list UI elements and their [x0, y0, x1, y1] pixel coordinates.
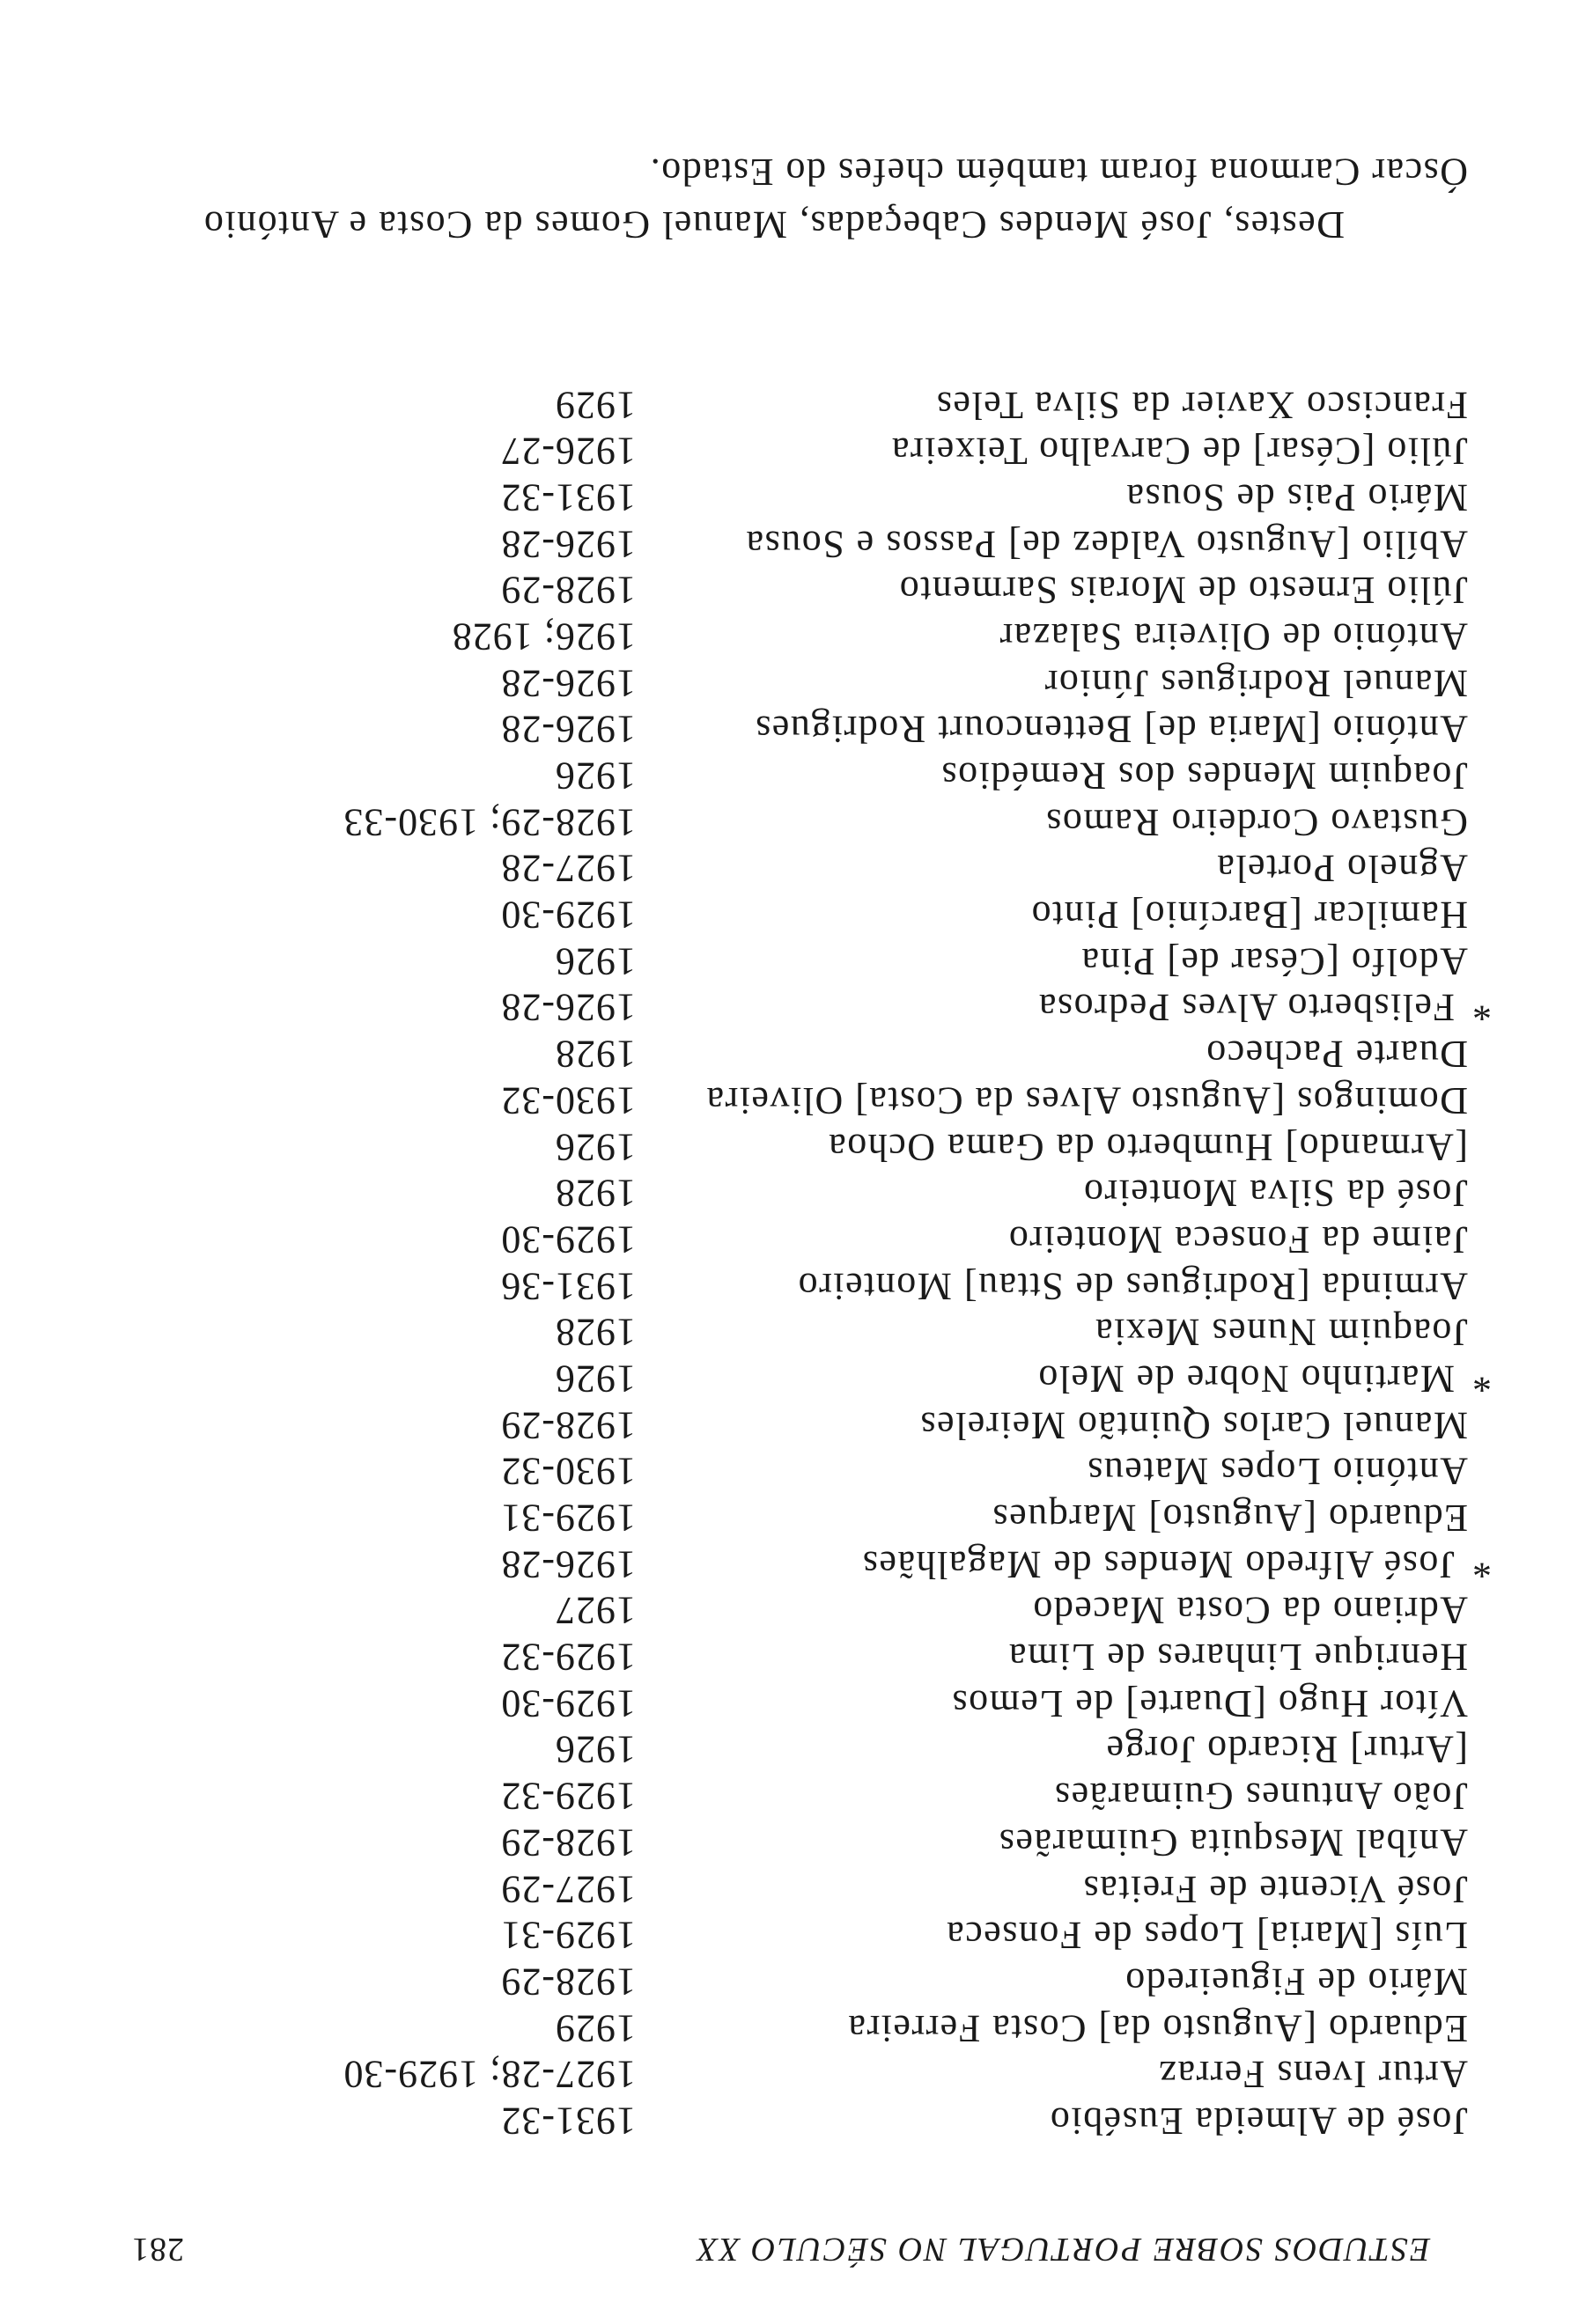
list-item: [0, 1355, 1578, 1401]
list-item: [0, 1541, 1578, 1587]
note-line-2: Óscar Carmona foram também chefes do Estado.: [649, 151, 1468, 194]
ministers-list: [0, 381, 1578, 2144]
minister-name: Mário de Figueiredo: [1124, 1960, 1468, 2004]
term-years: 1926-27: [500, 430, 636, 474]
term-years: 1929: [555, 383, 636, 427]
minister-name: Gustavo Cordeiro Ramos: [1044, 800, 1468, 844]
term-years: 1928: [555, 1311, 636, 1355]
minister-name: José Vicente de Freitas: [1082, 1867, 1468, 1911]
list-item: [0, 428, 1578, 474]
minister-name: Francisco Xavier da Silva Teles: [935, 383, 1468, 427]
list-item: [0, 1726, 1578, 1773]
list-item: [0, 520, 1578, 567]
minister-name: Hamilcar [Barcínio] Pinto: [1030, 894, 1468, 938]
minister-name: Jaime da Fonseca Monteiro: [1007, 1217, 1468, 1261]
minister-name: Abílio [Augusto Valdez de] Passos e Sousa: [745, 522, 1468, 566]
list-item: [0, 613, 1578, 659]
term-years: 1927-28: [500, 847, 636, 891]
list-item: [0, 2004, 1578, 2051]
list-item: [0, 1494, 1578, 1541]
list-item: [0, 1958, 1578, 2004]
minister-name: Vítor Hugo [Duarte] de Lemos: [951, 1681, 1468, 1725]
minister-name: Arminda [Rodrigues de Sttau] Monteiro: [797, 1264, 1468, 1308]
minister-name: Júlio Ernesto de Morais Sarmento: [898, 569, 1468, 613]
minister-name: Joaquim Nunes Mexia: [1094, 1311, 1468, 1355]
term-years: 1928-29; 1930-33: [343, 800, 636, 844]
list-item: [0, 474, 1578, 520]
list-item: [0, 1123, 1578, 1170]
term-years: 1929-30: [500, 1217, 636, 1261]
minister-name: Eduardo [Augusto da] Costa Ferreira: [847, 2006, 1468, 2050]
list-item: [0, 1680, 1578, 1726]
term-years: 1926: [555, 939, 636, 983]
minister-name: Domingos [Augusto Alves da Costa] Oliveira: [705, 1078, 1468, 1122]
term-years: 1928-29: [500, 569, 636, 613]
list-item: [0, 938, 1578, 984]
term-years: 1929-31: [500, 1914, 636, 1958]
minister-name: Agnelo Portela: [1215, 847, 1468, 891]
term-years: 1926: [555, 1728, 636, 1772]
list-item: [0, 1865, 1578, 1912]
minister-name: José de Almeida Eusébio: [1049, 2100, 1468, 2143]
minister-name: Adriano da Costa Macedo: [1031, 1589, 1468, 1633]
list-item: [0, 1216, 1578, 1262]
minister-name: Felisberto Alves Pedrosa: [1037, 986, 1455, 1030]
list-item: [0, 984, 1578, 1031]
list-item: [0, 1633, 1578, 1680]
minister-name: Duarte Pacheco: [1205, 1033, 1468, 1077]
minister-name: Mário Pais de Sousa: [1125, 475, 1468, 519]
minister-name: Eduardo [Augusto] Marques: [992, 1497, 1468, 1541]
minister-name: Adolfo [César de] Pina: [1080, 939, 1468, 983]
term-years: 1929-31: [500, 1497, 636, 1541]
term-years: 1926: [555, 754, 636, 798]
asterisk-marker: *: [1472, 986, 1492, 1030]
term-years: 1927-28; 1929-30: [343, 2053, 636, 2097]
term-years: 1926-28: [500, 1542, 636, 1586]
minister-name: [Artur] Ricardo Jorge: [1105, 1728, 1468, 1772]
asterisk-marker: *: [1472, 1542, 1492, 1586]
minister-name: Manuel Rodrigues Júnior: [1043, 661, 1468, 705]
minister-name: Aníbal Mesquita Guimarães: [998, 1820, 1468, 1864]
asterisk-marker: *: [1472, 1357, 1492, 1401]
list-item: [0, 798, 1578, 845]
minister-name: Júlio [César] de Carvalho Teixeira: [890, 430, 1468, 474]
list-item: [0, 891, 1578, 938]
list-item: [0, 752, 1578, 798]
list-item: [0, 1309, 1578, 1356]
term-years: 1931-36: [500, 1264, 636, 1308]
list-item: [0, 1773, 1578, 1820]
term-years: 1929-32: [500, 1775, 636, 1819]
list-item: [0, 1031, 1578, 1077]
term-years: 1929-30: [500, 894, 636, 938]
minister-name: Manuel Carlos Quintão Meireles: [919, 1403, 1468, 1447]
list-item: [0, 1401, 1578, 1448]
minister-name: Luís [Maria] Lopes de Fonseca: [945, 1914, 1468, 1958]
page-number: 281: [131, 2231, 184, 2268]
term-years: 1929-32: [500, 1636, 636, 1680]
running-header: [131, 2216, 1430, 2269]
term-years: 1926: [555, 1357, 636, 1401]
term-years: 1926; 1928: [451, 615, 636, 658]
minister-name: José Alfredo Mendes de Magalhães: [861, 1542, 1455, 1586]
term-years: 1930-32: [500, 1078, 636, 1122]
minister-name: João Antunes Guimarães: [1053, 1775, 1468, 1819]
note-line-1: Destes, José Mendes Cabeçadas, Manuel Gomes da Costa e António: [203, 203, 1345, 246]
minister-name: [Armando] Humberto da Gama Ochoa: [827, 1125, 1468, 1169]
term-years: 1928-29: [500, 1403, 636, 1447]
running-title: ESTUDOS SOBRE PORTUGAL NO SÉCULO XX: [695, 2231, 1430, 2268]
term-years: 1926: [555, 1125, 636, 1169]
minister-name: José da Silva Monteiro: [1082, 1172, 1468, 1216]
list-item: [0, 1587, 1578, 1634]
term-years: 1929-30: [500, 1681, 636, 1725]
term-years: 1928-29: [500, 1820, 636, 1864]
list-item: [0, 381, 1578, 428]
minister-name: Joaquim Mendes dos Remédios: [940, 754, 1468, 798]
list-item: [0, 2051, 1578, 2098]
term-years: 1928: [555, 1172, 636, 1216]
term-years: 1926-28: [500, 661, 636, 705]
list-item: [0, 1912, 1578, 1959]
term-years: 1927-29: [500, 1867, 636, 1911]
term-years: 1928-29: [500, 1960, 636, 2004]
footnote-paragraph: [147, 145, 1468, 251]
term-years: 1928: [555, 1033, 636, 1077]
list-item: [0, 2097, 1578, 2144]
term-years: 1930-32: [500, 1450, 636, 1494]
term-years: 1927: [555, 1589, 636, 1633]
minister-name: Artur Ivens Ferraz: [1158, 2053, 1468, 2097]
list-item: [0, 706, 1578, 753]
term-years: 1929: [555, 2006, 636, 2050]
term-years: 1926-28: [500, 522, 636, 566]
list-item: [0, 567, 1578, 614]
list-item: [0, 1819, 1578, 1865]
minister-name: Henrique Linhares de Lima: [1007, 1636, 1468, 1680]
list-item: [0, 659, 1578, 706]
list-item: [0, 845, 1578, 892]
list-item: [0, 1077, 1578, 1123]
term-years: 1926-28: [500, 708, 636, 752]
term-years: 1931-32: [500, 475, 636, 519]
minister-name: António de Oliveira Salazar: [999, 615, 1468, 658]
list-item: [0, 1262, 1578, 1309]
minister-name: António [Maria de] Bettencourt Rodrigues: [754, 708, 1468, 752]
minister-name: António Lopes Mateus: [1086, 1450, 1468, 1494]
term-years: 1926-28: [500, 986, 636, 1030]
term-years: 1931-32: [500, 2100, 636, 2143]
list-item: [0, 1448, 1578, 1495]
minister-name: Martinho Nobre de Melo: [1036, 1357, 1455, 1401]
list-item: [0, 1170, 1578, 1217]
